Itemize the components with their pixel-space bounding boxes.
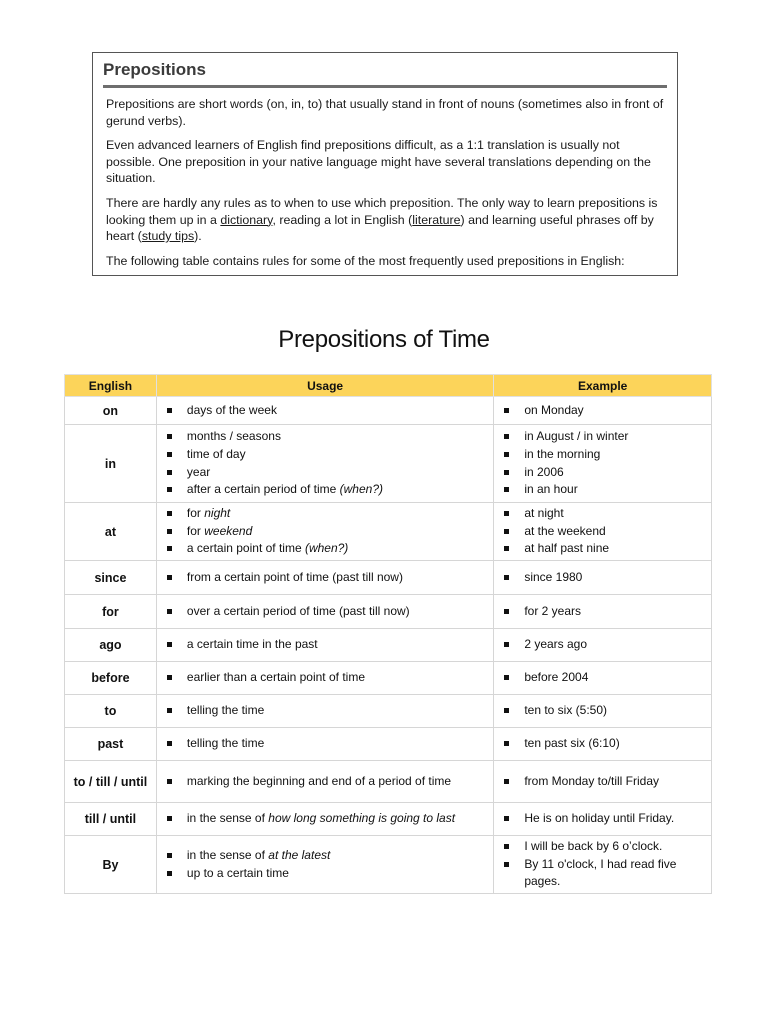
usage-cell — [156, 728, 493, 761]
prepositions-table — [64, 374, 712, 894]
usage-item — [157, 603, 493, 621]
usage-cell — [156, 695, 493, 728]
usage-text: over a certain period of time (past till now) — [186, 603, 410, 618]
table-row — [65, 595, 712, 629]
table-row — [65, 629, 712, 662]
example-item: from Monday to/till Friday — [494, 773, 711, 791]
example-item: ten past six (6:10) — [494, 735, 711, 753]
usage-cell — [156, 595, 493, 629]
usage-list — [157, 505, 493, 558]
usage-list — [157, 669, 493, 687]
example-list — [494, 669, 711, 687]
example-item: ten to six (5:50) — [494, 702, 711, 720]
usage-text: months / seasons — [186, 429, 281, 444]
usage-list — [157, 428, 493, 498]
table-row — [65, 695, 712, 728]
example-list — [494, 735, 711, 753]
english-cell: to / till / until — [65, 761, 157, 803]
english-cell: on — [65, 397, 157, 425]
example-item: 2 years ago — [494, 636, 711, 654]
table-row — [65, 397, 712, 425]
english-cell: to — [65, 695, 157, 728]
usage-item — [157, 569, 493, 587]
example-item: on Monday — [494, 402, 711, 420]
english-cell: for — [65, 595, 157, 629]
usage-list — [157, 603, 493, 621]
example-item: since 1980 — [494, 569, 711, 587]
usage-item — [157, 523, 493, 541]
example-item: By 11 o'clock, I had read five pages. — [494, 856, 711, 891]
table-row — [65, 728, 712, 761]
example-cell — [494, 662, 712, 695]
intro-paragraph-1: Prepositions are short words (on, in, to) that usually stand in front of nouns (sometimes also in front of gerund verbs). — [106, 97, 664, 128]
table-row — [65, 761, 712, 803]
english-cell: past — [65, 728, 157, 761]
example-cell — [494, 803, 712, 836]
usage-text: in the sense of — [186, 847, 269, 862]
usage-text: earlier than a certain point of time — [186, 670, 365, 685]
english-cell: in — [65, 425, 157, 503]
example-list — [494, 773, 711, 791]
usage-item — [157, 428, 493, 446]
usage-item — [157, 810, 493, 828]
example-cell — [494, 425, 712, 503]
example-list — [494, 636, 711, 654]
usage-text: year — [186, 464, 211, 479]
table-header-row — [65, 375, 712, 397]
section-title: Prepositions of Time — [278, 326, 490, 353]
example-list — [494, 569, 711, 587]
example-cell — [494, 761, 712, 803]
table-row — [65, 836, 712, 894]
intro-text: ) and learning useful phrases off by heart ( — [106, 212, 654, 244]
usage-list — [157, 735, 493, 753]
usage-item — [157, 505, 493, 523]
usage-italic-text: at the latest — [268, 847, 331, 862]
intro-paragraph-4: The following table contains rules for some of the most frequently used prepositions in English: — [106, 253, 625, 268]
literature-link[interactable]: literature — [412, 212, 461, 227]
usage-text: a certain time in the past — [186, 637, 318, 652]
english-cell: By — [65, 836, 157, 894]
example-cell — [494, 397, 712, 425]
intro-text: There are hardly any rules as to when to use which preposition. The only way to learn prepositions is looking them up in a — [106, 195, 658, 227]
intro-box — [92, 52, 678, 276]
usage-cell — [156, 629, 493, 662]
usage-list — [157, 636, 493, 654]
example-item: in an hour — [494, 481, 711, 499]
header-example: Example — [494, 375, 712, 397]
usage-item — [157, 636, 493, 654]
usage-cell — [156, 803, 493, 836]
intro-title: Prepositions — [103, 60, 667, 88]
usage-text: from a certain point of time (past till now) — [186, 569, 403, 584]
usage-text: telling the time — [186, 703, 265, 718]
example-list — [494, 702, 711, 720]
example-list — [494, 505, 711, 558]
example-cell — [494, 595, 712, 629]
usage-list — [157, 702, 493, 720]
english-cell: since — [65, 561, 157, 595]
example-list — [494, 428, 711, 498]
usage-text: after a certain period of time — [186, 482, 340, 497]
example-cell — [494, 695, 712, 728]
example-cell — [494, 561, 712, 595]
example-cell — [494, 836, 712, 894]
intro-text: , reading a lot in English ( — [272, 212, 413, 227]
usage-italic-text: night — [204, 506, 231, 521]
table-row — [65, 662, 712, 695]
usage-cell — [156, 397, 493, 425]
usage-list — [157, 810, 493, 828]
usage-item — [157, 446, 493, 464]
header-english: English — [65, 375, 157, 397]
usage-cell — [156, 836, 493, 894]
example-list — [494, 402, 711, 420]
usage-text: days of the week — [186, 402, 277, 417]
usage-cell — [156, 761, 493, 803]
usage-italic-text: how long something is going to last — [268, 811, 456, 826]
english-cell: before — [65, 662, 157, 695]
intro-text: ). — [194, 229, 202, 244]
example-item: I will be back by 6 o’clock. — [494, 838, 711, 856]
table-row — [65, 425, 712, 503]
example-item: at the weekend — [494, 523, 711, 541]
usage-text: for — [186, 506, 205, 521]
usage-cell — [156, 561, 493, 595]
example-list — [494, 838, 711, 891]
usage-list — [157, 402, 493, 420]
english-cell: till / until — [65, 803, 157, 836]
usage-text: in the sense of — [186, 811, 269, 826]
table-row — [65, 561, 712, 595]
english-cell: at — [65, 503, 157, 561]
usage-item — [157, 865, 493, 883]
table-row — [65, 803, 712, 836]
usage-cell — [156, 662, 493, 695]
usage-item — [157, 402, 493, 420]
usage-list — [157, 847, 493, 882]
usage-text: marking the beginning and end of a period of time — [186, 773, 452, 788]
example-item: in 2006 — [494, 464, 711, 482]
table-row — [65, 503, 712, 561]
example-list — [494, 810, 711, 828]
usage-item — [157, 540, 493, 558]
example-item: in the morning — [494, 446, 711, 464]
usage-list — [157, 569, 493, 587]
usage-item — [157, 773, 493, 791]
usage-item — [157, 464, 493, 482]
example-cell — [494, 728, 712, 761]
usage-item — [157, 702, 493, 720]
usage-item — [157, 847, 493, 865]
table-body — [65, 397, 712, 894]
example-cell — [494, 629, 712, 662]
usage-cell — [156, 425, 493, 503]
intro-paragraph-2: Even advanced learners of English find prepositions difficult, as a 1:1 translation is usually not possible. One preposition in your native language might have several translations depending on the situation. — [106, 138, 651, 186]
study-tips-link[interactable]: study tips — [141, 229, 195, 244]
example-item: for 2 years — [494, 603, 711, 621]
usage-text: time of day — [186, 446, 246, 461]
example-cell — [494, 503, 712, 561]
example-item: before 2004 — [494, 669, 711, 687]
example-item: He is on holiday until Friday. — [494, 810, 711, 828]
usage-list — [157, 773, 493, 791]
usage-text: for — [186, 523, 205, 538]
example-list — [494, 603, 711, 621]
usage-item — [157, 481, 493, 499]
usage-item — [157, 735, 493, 753]
header-usage: Usage — [156, 375, 493, 397]
example-item: at night — [494, 505, 711, 523]
usage-italic-text: (when?) — [339, 482, 383, 497]
usage-text: up to a certain time — [186, 865, 289, 880]
usage-italic-text: (when?) — [304, 541, 349, 556]
usage-italic-text: weekend — [204, 523, 253, 538]
example-item: in August / in winter — [494, 428, 711, 446]
usage-cell — [156, 503, 493, 561]
usage-text: telling the time — [186, 736, 265, 751]
example-item: at half past nine — [494, 540, 711, 558]
usage-item — [157, 669, 493, 687]
usage-text: a certain point of time — [186, 541, 305, 556]
english-cell: ago — [65, 629, 157, 662]
intro-paragraph-3 — [106, 195, 667, 245]
dictionary-link[interactable]: dictionary — [220, 212, 273, 227]
